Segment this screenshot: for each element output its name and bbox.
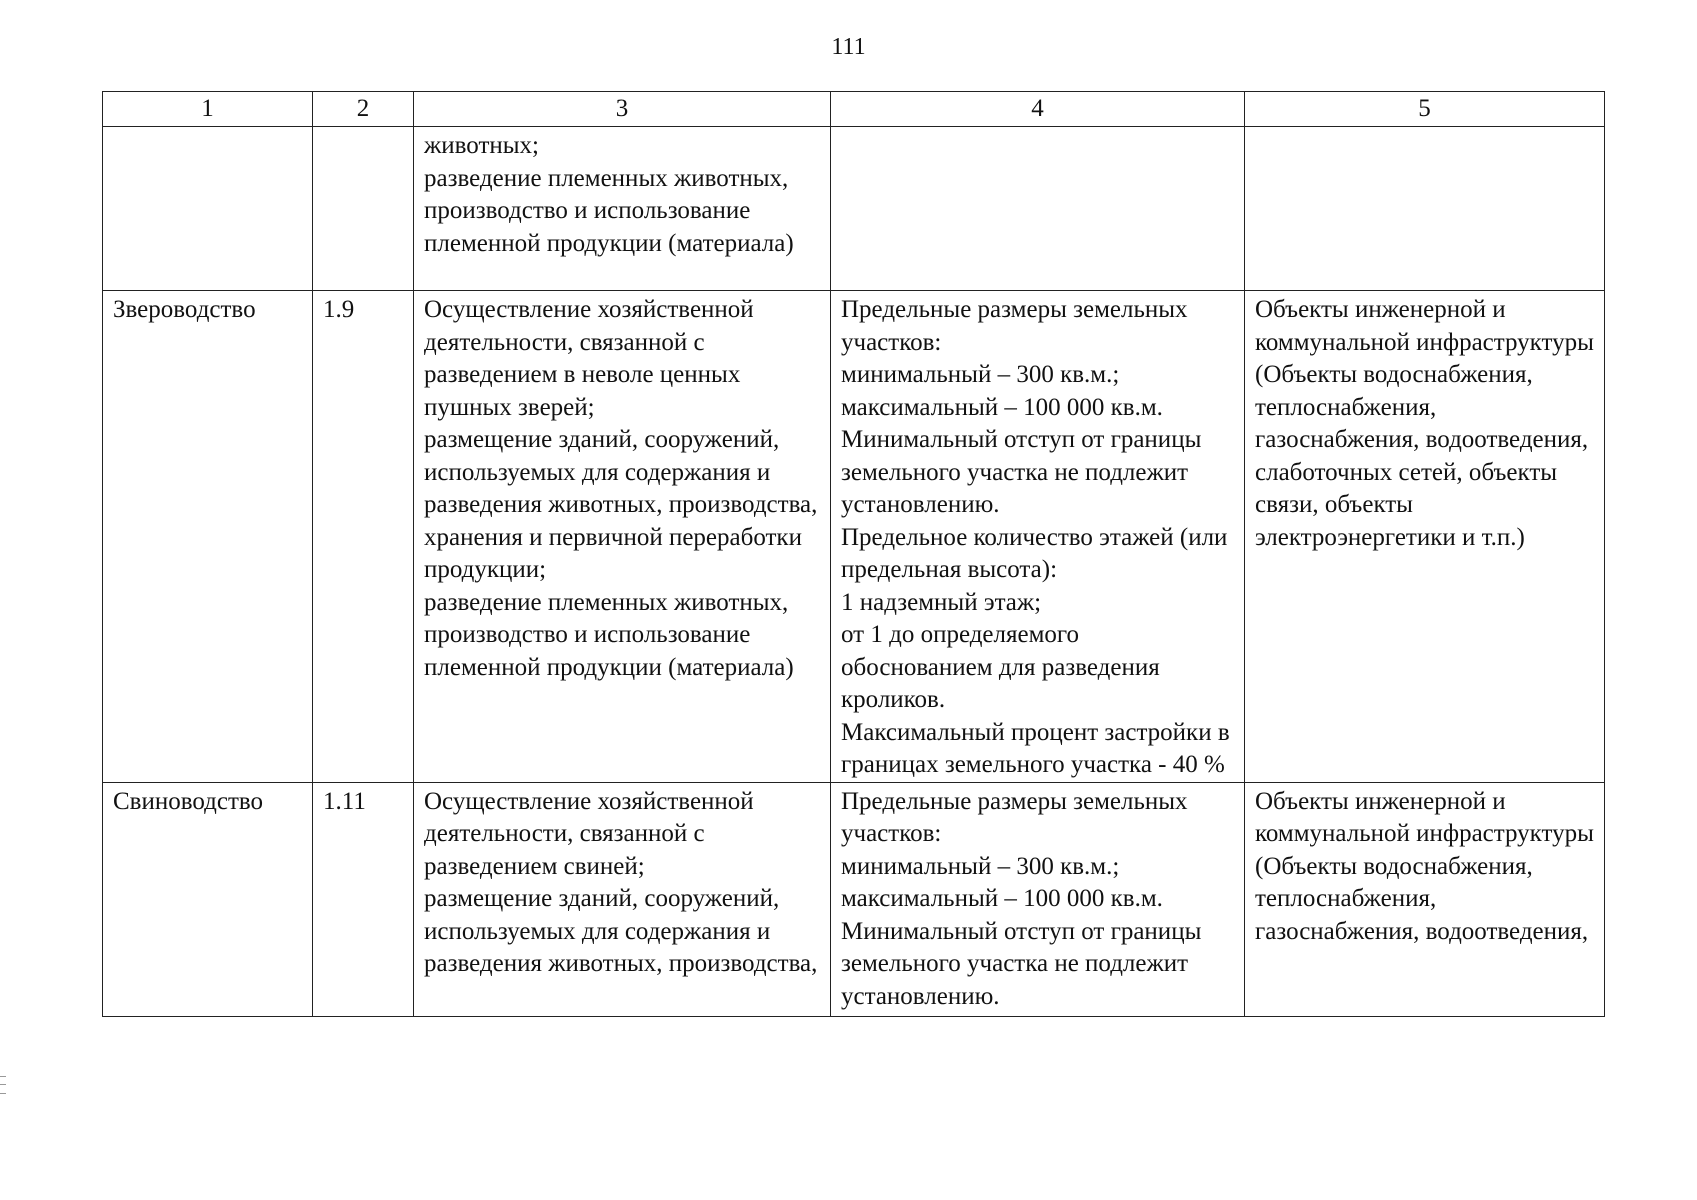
column-header: 5 <box>1245 92 1605 127</box>
use-parameters-cell <box>831 127 1245 291</box>
use-description-cell <box>414 782 831 1016</box>
table-header-row <box>103 92 1605 127</box>
use-name-cell <box>103 127 313 291</box>
use-description-cell <box>414 127 831 291</box>
land-use-table <box>102 91 1605 1017</box>
use-objects-cell <box>1245 782 1605 1016</box>
binding-margin-mark <box>0 1076 6 1094</box>
use-code: 1.11 <box>323 787 366 815</box>
page-number: 111 <box>831 34 866 60</box>
use-description: животных; разведение племенных животных, производство и использование племенной продукции (материала) <box>424 132 794 257</box>
use-name: Звероводство <box>113 296 256 323</box>
use-description-cell <box>414 291 831 783</box>
use-objects-cell <box>1245 291 1605 783</box>
use-objects-cell <box>1245 127 1605 291</box>
column-header: 3 <box>414 92 831 127</box>
column-header: 1 <box>103 92 313 127</box>
use-parameters: Предельные размеры земельных участков: минимальный – 300 кв.м.; максимальный – 100 000 кв.м. Минимальный отступ от границы земельного участка не подлежит установлению. <box>841 787 1202 1010</box>
table-row <box>103 782 1605 1016</box>
use-name-cell <box>103 291 313 783</box>
use-description: Осуществление хозяйственной деятельности, связанной с разведением свиней; размещение зданий, сооружений, используемых для содержания и разведения животных, производства, <box>424 787 818 977</box>
column-header: 2 <box>313 92 414 127</box>
use-parameters: Предельные размеры земельных участков: минимальный – 300 кв.м.; максимальный – 100 000 кв.м. Минимальный отступ от границы земельного участка не подлежит установлению. Предельное количество этажей (или предельная высота): 1 надземный этаж; от 1 до определяемого обоснованием для разведения кроликов. Максимальный процент застройки в границах земельного участка - 40 % <box>841 296 1230 778</box>
use-code-cell <box>313 127 414 291</box>
table-row <box>103 291 1605 783</box>
column-header: 4 <box>831 92 1245 127</box>
use-parameters-cell <box>831 782 1245 1016</box>
use-name-cell <box>103 782 313 1016</box>
use-description: Осуществление хозяйственной деятельности, связанной с разведением в неволе ценных пушных зверей; размещение зданий, сооружений, используемых для содержания и разведения животных, производства, хранения и первичной переработки продукции; разведение племенных животных, производство и использование племенной продукции (материала) <box>424 296 818 681</box>
use-code-cell <box>313 782 414 1016</box>
use-name: Свиноводство <box>113 787 264 815</box>
use-objects: Объекты инженерной и коммунальной инфраструктуры (Объекты водоснабжения, теплоснабжения, газоснабжения, водоотведения, слаботочных сетей, объекты связи, объекты электроэнергетики и т.п.) <box>1255 296 1594 551</box>
use-code-cell <box>313 291 414 783</box>
use-objects: Объекты инженерной и коммунальной инфраструктуры (Объекты водоснабжения, теплоснабжения, газоснабжения, водоотведения, <box>1255 787 1594 945</box>
table-row <box>103 127 1605 291</box>
use-parameters-cell <box>831 291 1245 783</box>
use-code: 1.9 <box>323 296 355 323</box>
